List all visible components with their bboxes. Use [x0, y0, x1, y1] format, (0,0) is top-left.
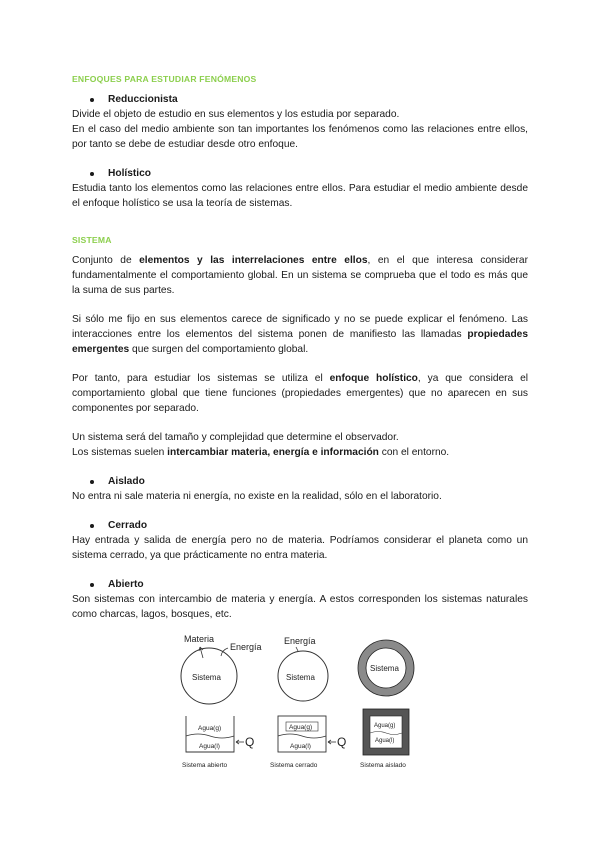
- bullet-dot: [90, 98, 94, 102]
- bullet-dot: [90, 583, 94, 587]
- label-agua-l-open: Agua(l): [199, 743, 220, 750]
- paragraph: Si sólo me fijo en sus elementos carece de significado y no se puede explicar el fenómeno. Las interacciones entre los elementos del sistema ponen de manifiesto las llamadas propiedades emergentes que surgen del comportamiento global.: [72, 314, 528, 355]
- section-title-enfoques: ENFOQUES PARA ESTUDIAR FENÓMENOS: [72, 74, 257, 84]
- paragraph: Divide el objeto de estudio en sus elementos y los estudia por separado.: [72, 109, 400, 120]
- label-q-closed: Q: [337, 735, 347, 749]
- bullet-dot: [90, 480, 94, 484]
- bullet-dot: [90, 172, 94, 176]
- caption-sistema-cerrado: Sistema cerrado: [270, 762, 318, 769]
- heading-reduccionista: Reduccionista: [108, 94, 178, 105]
- label-agua-g-isolated: Agua(g): [374, 723, 396, 729]
- label-sistema-isolated: Sistema: [370, 664, 399, 673]
- bullet-cerrado: [90, 518, 528, 533]
- label-agua-l-isolated: Agua(l): [375, 738, 395, 744]
- paragraph: En el caso del medio ambiente son tan importantes los fenómenos como las relaciones entre ellos, por tanto se debe de estudiar desde otro enfoque.: [72, 124, 528, 150]
- label-agua-g-open: Agua(g): [198, 725, 222, 732]
- caption-sistema-aislado: Sistema aislado: [360, 762, 406, 769]
- bullet-reduccionista: [90, 92, 528, 107]
- label-materia: Materia: [184, 634, 215, 644]
- document-page: [72, 68, 528, 622]
- paragraph: No entra ni sale materia ni energía, no existe en la realidad, sólo en el laboratorio.: [72, 491, 442, 502]
- section-title-sistema: SISTEMA: [72, 235, 112, 245]
- label-agua-g-closed: Agua(g): [289, 724, 313, 731]
- heading-holistico: Holístico: [108, 168, 152, 179]
- bullet-holistico: [90, 166, 528, 181]
- label-q-open: Q: [245, 735, 255, 749]
- paragraph: Hay entrada y salida de energía pero no de materia. Podríamos considerar el planeta como un sistema cerrado, ya que prácticamente no entra materia.: [72, 535, 528, 561]
- paragraph: Estudia tanto los elementos como las relaciones entre ellos. Para estudiar el medio ambiente desde el enfoque holístico se usa la teoría de sistemas.: [72, 183, 528, 209]
- paragraph: Son sistemas con intercambio de materia y energía. A estos corresponden los sistemas naturales como charcas, lagos, bosques, etc.: [72, 594, 528, 620]
- bullet-aislado: [90, 474, 528, 489]
- heading-abierto: Abierto: [108, 579, 144, 590]
- paragraph: Conjunto de elementos y las interrelaciones entre ellos, en el que interesa considerar fundamentalmente el comportamiento global. En un sistema se comprueba que el todo es más que la suma de sus partes.: [72, 255, 528, 296]
- paragraph: Un sistema será del tamaño y complejidad que determine el observador.: [72, 432, 399, 443]
- label-agua-l-closed: Agua(l): [290, 743, 311, 750]
- paragraph: Por tanto, para estudiar los sistemas se utiliza el enfoque holístico, ya que considera el comportamiento global que tiene funciones (propiedades emergentes) que no aparecen en sus componentes por separado.: [72, 373, 528, 414]
- paragraph: Los sistemas suelen intercambiar materia, energía e información con el entorno.: [72, 447, 450, 458]
- label-sistema-open: Sistema: [192, 673, 221, 682]
- arrow-energia-closed: [296, 647, 298, 651]
- heading-cerrado: Cerrado: [108, 520, 148, 531]
- heading-aislado: Aislado: [108, 476, 145, 487]
- label-energia-closed: Energía: [284, 636, 316, 646]
- bullet-abierto: [90, 577, 528, 592]
- systems-figure: [172, 630, 432, 770]
- label-energia-open: Energía: [230, 642, 262, 652]
- caption-sistema-abierto: Sistema abierto: [182, 762, 228, 769]
- label-sistema-closed: Sistema: [286, 673, 315, 682]
- bullet-dot: [90, 524, 94, 528]
